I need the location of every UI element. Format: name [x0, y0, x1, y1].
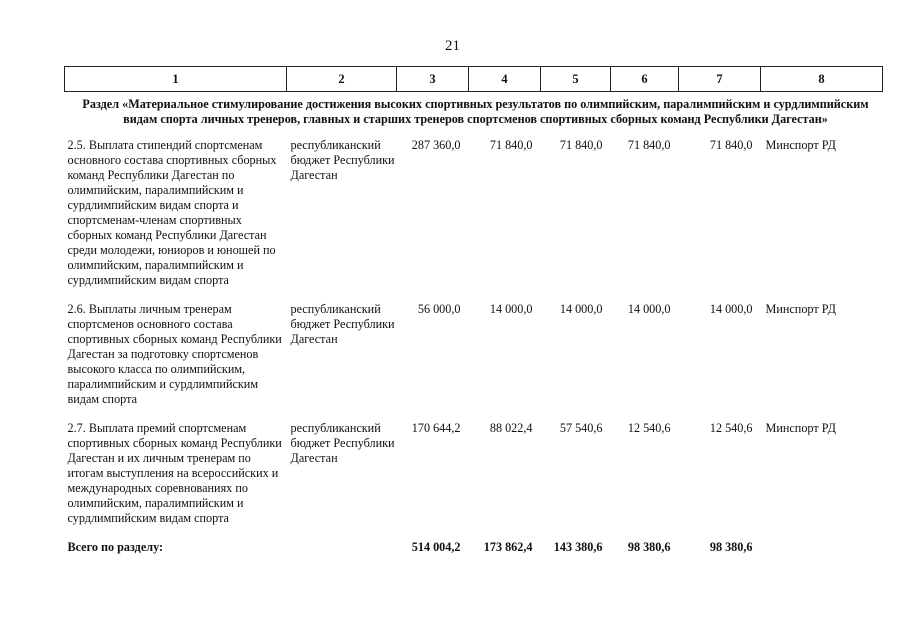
column-header-8: 8: [761, 67, 883, 92]
row-executor: Минспорт РД: [765, 421, 836, 435]
row-funding-source: республиканский бюджет Республики Дагестан: [290, 302, 395, 346]
table-row: [65, 136, 883, 300]
row-funding-source: республиканский бюджет Республики Дагестан: [290, 421, 395, 465]
total-empty-cell: [761, 538, 883, 555]
row-name: 2.6. Выплаты личным тренерам спортсменов основного состава спортивных сборных команд Республики Дагестан за подготовку спортсменов высокого класса по олимпийским, паралимпийским и сурдлимпийским видам спорта: [67, 302, 282, 406]
total-label: Всего по разделу:: [67, 540, 164, 554]
column-number-header: [65, 67, 883, 92]
row-value-col6: 14 000,0: [627, 302, 671, 316]
row-value-col5: 57 540,6: [559, 421, 603, 435]
row-value-total: 170 644,2: [411, 421, 461, 435]
total-value-col5: 143 380,6: [553, 540, 603, 554]
column-header-7: 7: [679, 67, 761, 92]
total-value-col7: 98 380,6: [709, 540, 753, 554]
row-value-col7: 14 000,0: [709, 302, 753, 316]
row-name: 2.5. Выплата стипендий спортсменам основного состава спортивных сборных команд Республики Дагестан по олимпийским, паралимпийским и сурдлимпийским видам спорта и спортсменам-членам спортивных сборных команд Республики Дагестан среди молодежи, юниоров и юношей по олимпийским, паралимпийским и сурдлимпийским видам спорта: [67, 138, 277, 287]
row-value-total: 56 000,0: [417, 302, 461, 316]
column-header-3: 3: [397, 67, 469, 92]
total-empty-cell: [287, 538, 397, 555]
column-header-5: 5: [541, 67, 611, 92]
row-value-col5: 14 000,0: [559, 302, 603, 316]
total-row: [65, 538, 883, 555]
row-funding-source: республиканский бюджет Республики Дагестан: [290, 138, 395, 182]
table-row: [65, 300, 883, 419]
column-header-6: 6: [611, 67, 679, 92]
row-value-col6: 71 840,0: [627, 138, 671, 152]
row-value-col7: 71 840,0: [709, 138, 753, 152]
column-header-4: 4: [469, 67, 541, 92]
column-header-1: 1: [65, 67, 287, 92]
row-executor: Минспорт РД: [765, 302, 836, 316]
row-value-col7: 12 540,6: [709, 421, 753, 435]
row-value-total: 287 360,0: [411, 138, 461, 152]
row-executor: Минспорт РД: [765, 138, 836, 152]
row-value-col5: 71 840,0: [559, 138, 603, 152]
page-number: 21: [445, 38, 460, 54]
total-value-col6: 98 380,6: [627, 540, 671, 554]
total-value-col4: 173 862,4: [483, 540, 533, 554]
total-value-col3: 514 004,2: [411, 540, 461, 554]
row-name: 2.7. Выплата премий спортсменам спортивных сборных команд Республики Дагестан и их личным тренерам по итогам выступления на всероссийских и международных соревнованиях по олимпийским, паралимпийским и сурдлимпийским видам спорта: [67, 421, 282, 525]
table-row: [65, 419, 883, 538]
row-value-col4: 88 022,4: [489, 421, 533, 435]
section-title: Раздел «Материальное стимулирование достижения высоких спортивных результатов по олимпийским, паралимпийским и сурдлимпийским видам спорта личных тренеров, главных и старших тренеров спортсменов спортивных сборных команд Республики Дагестан»: [82, 97, 869, 126]
row-value-col6: 12 540,6: [627, 421, 671, 435]
row-value-col4: 71 840,0: [489, 138, 533, 152]
section-row: [65, 92, 883, 137]
column-header-2: 2: [287, 67, 397, 92]
row-value-col4: 14 000,0: [489, 302, 533, 316]
budget-table: [64, 66, 883, 555]
